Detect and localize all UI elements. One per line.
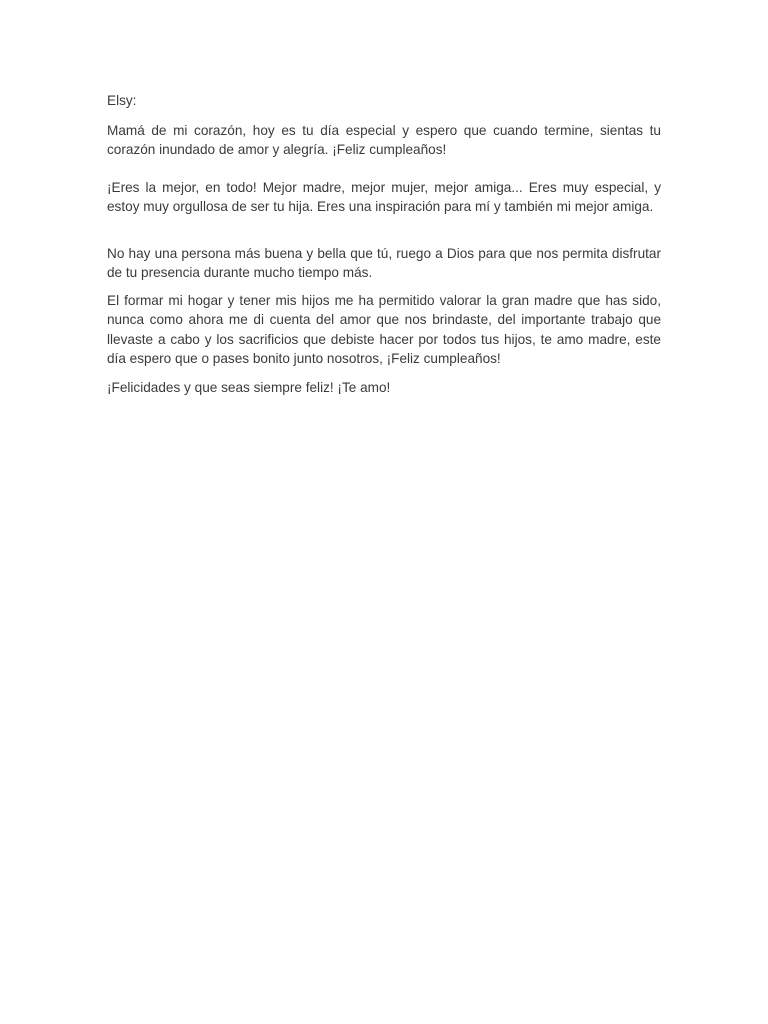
salutation: Elsy: <box>107 93 137 108</box>
paragraph-birthday-wish: Mamá de mi corazón, hoy es tu día especial y espero que cuando termine, sientas tu corazón inundado de amor y alegría. ¡Feliz cumpleaños! <box>107 122 661 157</box>
document-page <box>107 91 661 397</box>
paragraph-prayer: No hay una persona más buena y bella que tú, ruego a Dios para que nos permita disfrutar de tu presencia durante mucho tiempo más. <box>107 245 661 280</box>
paragraph-best-mother: ¡Eres la mejor, en todo! Mejor madre, mejor mujer, mejor amiga... Eres muy especial, y estoy muy orgullosa de ser tu hija. Eres una inspiración para mí y también mi mejor amiga. <box>107 179 661 214</box>
closing-line: ¡Felicidades y que seas siempre feliz! ¡Te amo! <box>107 379 391 395</box>
paragraph-gratitude: El formar mi hogar y tener mis hijos me ha permitido valorar la gran madre que has sido, nunca como ahora me di cuenta del amor que nos brindaste, del importante trabajo que llevaste a cabo y los sacrificios que debiste hacer por todos tus hijos, te amo madre, este día espero que o pases bonito junto nosotros, ¡Feliz cumpleaños! <box>107 292 661 366</box>
